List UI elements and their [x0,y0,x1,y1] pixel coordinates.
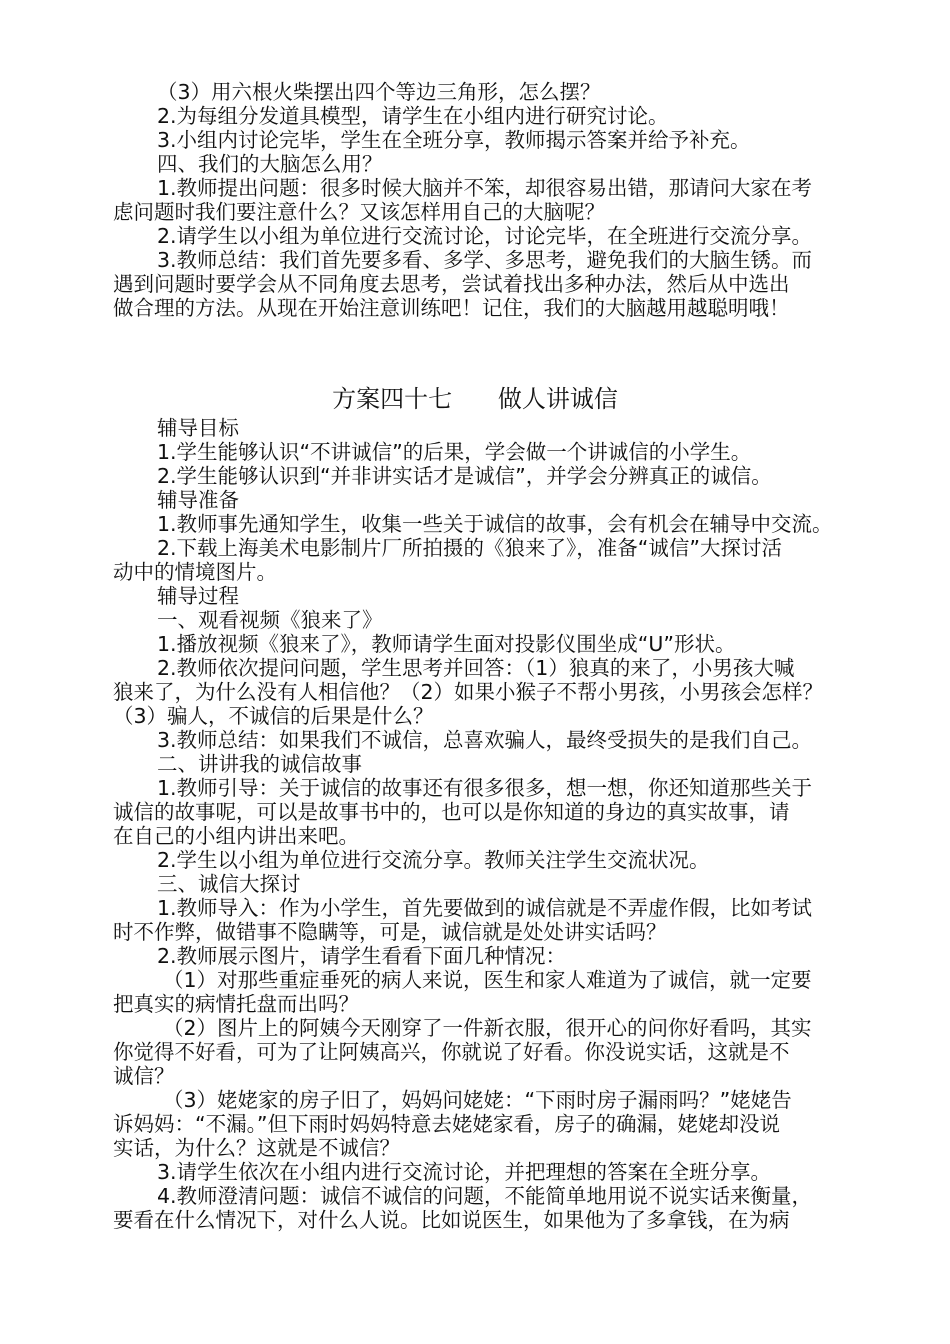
text-line: 2.请学生以小组为单位进行交流讨论，讨论完毕，在全班进行交流分享。 [157,224,813,248]
section-title: 方案四十七 做人讲诚信 [332,385,618,413]
text-line: 把真实的病情托盘而出吗？ [113,992,359,1016]
text-line: 2.教师依次提问问题，学生思考并回答：（1）狼真的来了，小男孩大喊 [157,656,795,680]
text-line: 诉妈妈：“不漏。”但下雨时妈妈特意去姥姥家看，房子的确漏，姥姥却没说 [113,1112,780,1136]
text-line: 2.为每组分发道具模型，请学生在小组内进行研究讨论。 [157,104,669,128]
text-line: 1.教师导入：作为小学生，首先要做到的诚信就是不弄虚作假，比如考试 [157,896,813,920]
text-line: 诚信？ [113,1064,175,1088]
text-line: 1.教师事先通知学生，收集一些关于诚信的故事，会有机会在辅导中交流。 [157,512,833,536]
text-line: 3.教师总结：我们首先要多看、多学、多思考，避免我们的大脑生锈。而 [157,248,813,272]
text-line: 3.小组内讨论完毕，学生在全班分享，教师揭示答案并给予补充。 [157,128,751,152]
text-line: 诚信的故事呢，可以是故事书中的，也可以是你知道的身边的真实故事，请 [113,800,790,824]
section-heading: 一、观看视频《狼来了》 [157,608,383,632]
text-line: 虑问题时我们要注意什么？又该怎样用自己的大脑呢？ [113,200,605,224]
text-line: 1.教师引导：关于诚信的故事还有很多很多，想一想，你还知道那些关于 [157,776,813,800]
text-line: 4.教师澄清问题：诚信不诚信的问题，不能简单地用说不说实话来衡量， [157,1184,813,1208]
section-heading: 二、讲讲我的诚信故事 [157,752,362,776]
text-line: 遇到问题时要学会从不同角度去思考，尝试着找出多种办法，然后从中选出 [113,272,790,296]
text-line: 2.下载上海美术电影制片厂所拍摄的《狼来了》，准备“诚信”大探讨活 [157,536,783,560]
section-heading: 四、我们的大脑怎么用？ [157,152,383,176]
text-line: 2.学生以小组为单位进行交流分享。教师关注学生交流状况。 [157,848,710,872]
text-line: （3）姥姥家的房子旧了，妈妈问姥姥：“下雨时房子漏雨吗？”姥姥告 [163,1088,792,1112]
text-line: 3.请学生依次在小组内进行交流讨论，并把理想的答案在全班分享。 [157,1160,772,1184]
text-line: 狼来了，为什么没有人相信他？（2）如果小猴子不帮小男孩，小男孩会怎样？ [113,680,824,704]
text-line: 1.播放视频《狼来了》，教师请学生面对投影仪围坐成“U”形状。 [157,632,736,656]
section-heading: 三、诚信大探讨 [157,872,301,896]
text-line: （3）骗人，不诚信的后果是什么？ [113,704,434,728]
text-line: 在自己的小组内讲出来吧。 [113,824,359,848]
text-line: 做合理的方法。从现在开始注意训练吧！记住，我们的大脑越用越聪明哦！ [113,296,790,320]
text-line: （2）图片上的阿姨今天刚穿了一件新衣服，很开心的问你好看吗，其实 [163,1016,812,1040]
text-line: 实话，为什么？这就是不诚信？ [113,1136,400,1160]
text-line: 2.教师展示图片，请学生看看下面几种情况： [157,944,567,968]
subheading: 辅导目标 [157,416,239,440]
text-line: 时不作弊，做错事不隐瞒等，可是，诚信就是处处讲实话吗？ [113,920,667,944]
text-line: 1.教师提出问题：很多时候大脑并不笨，却很容易出错，那请问大家在考 [157,176,813,200]
text-line: 1.学生能够认识“不讲诚信”的后果，学会做一个讲诚信的小学生。 [157,440,752,464]
subheading: 辅导过程 [157,584,239,608]
text-line: 动中的情境图片。 [113,560,277,584]
subheading: 辅导准备 [157,488,239,512]
text-line: （1）对那些重症垂死的病人来说，医生和家人难道为了诚信，就一定要 [163,968,812,992]
text-line: 你觉得不好看，可为了让阿姨高兴，你就说了好看。你没说实话，这就是不 [113,1040,790,1064]
text-line: 2.学生能够认识到“并非讲实话才是诚信”，并学会分辨真正的诚信。 [157,464,772,488]
text-line: 3.教师总结：如果我们不诚信，总喜欢骗人，最终受损失的是我们自己。 [157,728,813,752]
text-line: （3）用六根火柴摆出四个等边三角形，怎么摆？ [157,80,601,104]
text-line: 要看在什么情况下，对什么人说。比如说医生，如果他为了多拿钱，在为病 [113,1208,790,1232]
